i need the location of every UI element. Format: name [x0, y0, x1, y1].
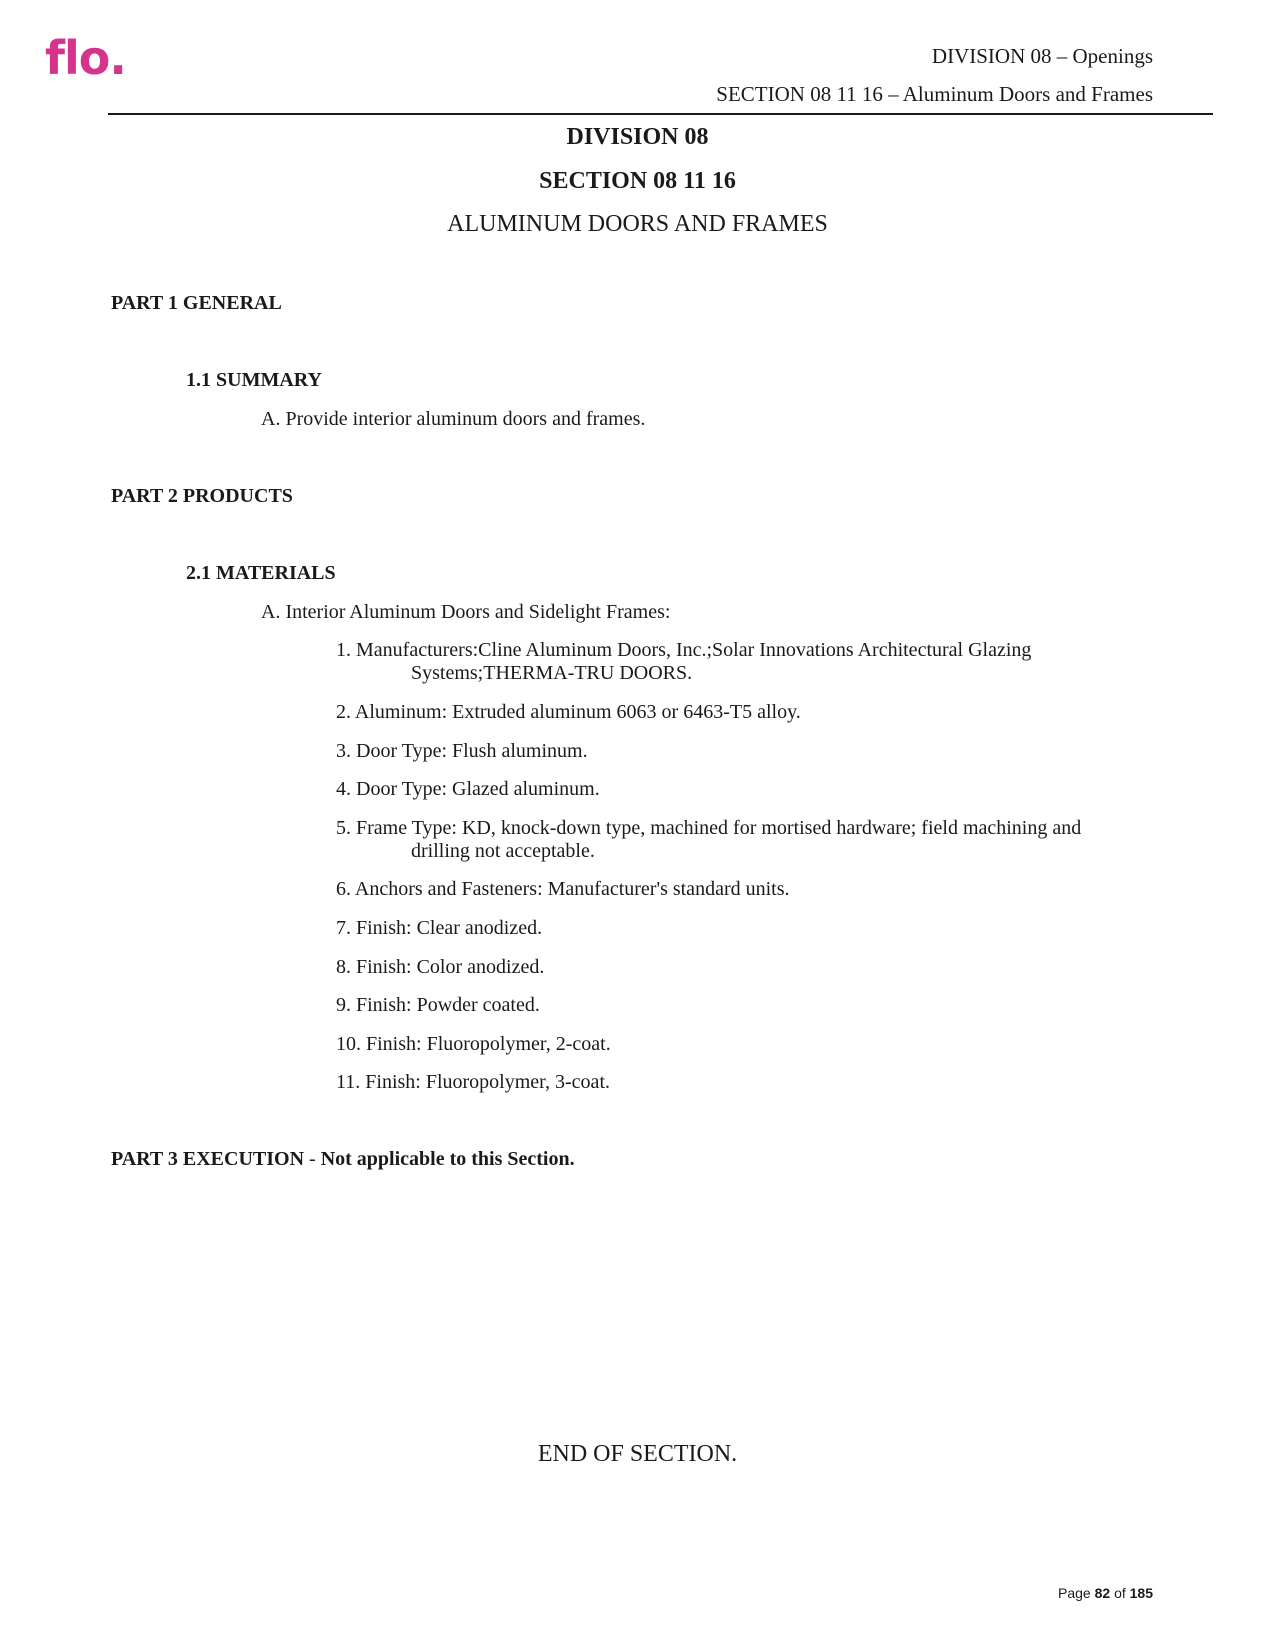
end-of-section: END OF SECTION. — [537, 1441, 738, 1467]
header-division: DIVISION 08 – Openings — [931, 44, 1153, 68]
summary-heading: 1.1 SUMMARY — [186, 369, 322, 391]
flo-logo: flo. — [45, 31, 126, 85]
list-item: 4. Door Type: Glazed aluminum. — [336, 778, 600, 800]
page-number — [1058, 1585, 1153, 1601]
total-pages: 185 — [1129, 1585, 1153, 1601]
current-page: 82 — [1094, 1585, 1111, 1601]
title-section: SECTION 08 11 16 — [539, 168, 736, 194]
of-label: of — [1114, 1585, 1126, 1601]
part3-heading-label: PART 3 EXECUTION — [111, 1148, 305, 1170]
list-item-continuation: drilling not acceptable. — [411, 840, 595, 862]
page-label: Page — [1058, 1585, 1091, 1601]
materials-heading: 2.1 MATERIALS — [186, 562, 336, 584]
list-item: 3. Door Type: Flush aluminum. — [336, 740, 588, 762]
part3-heading — [111, 1148, 575, 1171]
list-item: 11. Finish: Fluoropolymer, 3-coat. — [336, 1071, 610, 1093]
part2-heading: PART 2 PRODUCTS — [111, 485, 293, 507]
header-section: SECTION 08 11 16 – Aluminum Doors and Frames — [716, 82, 1153, 106]
list-item: 7. Finish: Clear anodized. — [336, 917, 543, 939]
summary-paragraph-a: A. Provide interior aluminum doors and frames. — [261, 408, 646, 430]
list-item-continuation: Systems;THERMA-TRU DOORS. — [411, 662, 693, 684]
title-division: DIVISION 08 — [566, 124, 709, 150]
part3-note: Not applicable to this Section. — [320, 1148, 575, 1170]
materials-paragraph-a: A. Interior Aluminum Doors and Sidelight Frames: — [261, 601, 671, 623]
list-item: 9. Finish: Powder coated. — [336, 994, 540, 1016]
list-item: 6. Anchors and Fasteners: Manufacturer's standard units. — [336, 878, 790, 900]
part1-heading: PART 1 GENERAL — [111, 292, 282, 314]
list-item: 8. Finish: Color anodized. — [336, 956, 545, 978]
title-name: ALUMINUM DOORS AND FRAMES — [447, 211, 828, 237]
list-item: 10. Finish: Fluoropolymer, 2-coat. — [336, 1033, 611, 1055]
header-rule — [108, 113, 1213, 115]
list-item: 2. Aluminum: Extruded aluminum 6063 or 6463-T5 alloy. — [336, 701, 801, 723]
part3-separator: - — [304, 1148, 321, 1170]
list-item: 1. Manufacturers:Cline Aluminum Doors, Inc.;Solar Innovations Architectural Glazing — [336, 639, 1032, 661]
list-item: 5. Frame Type: KD, knock-down type, machined for mortised hardware; field machining and — [336, 817, 1082, 839]
